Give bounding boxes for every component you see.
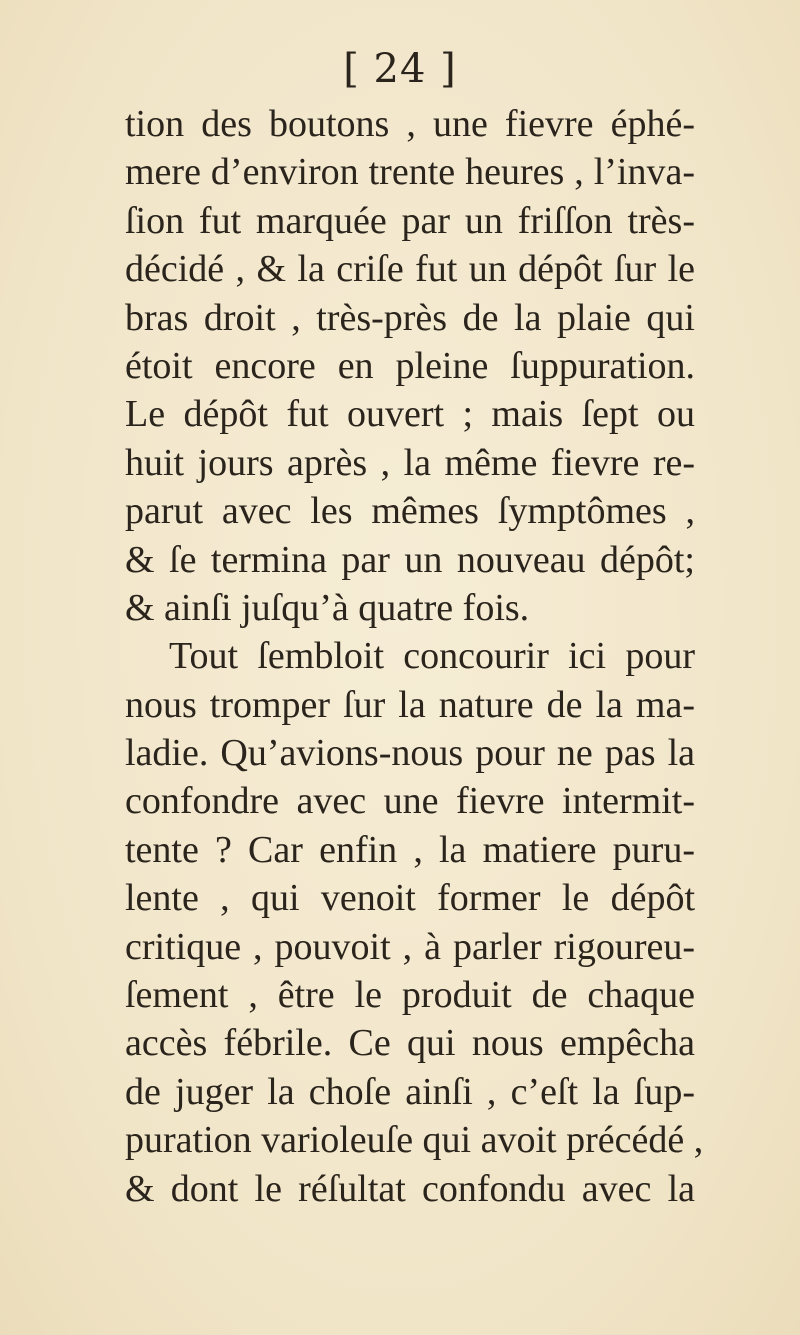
text-line: ſion fut marquée par un friſſon très-	[125, 199, 695, 242]
text-line: ladie. Qu’avions-nous pour ne pas la	[125, 732, 695, 775]
text-line: Le dépôt fut ouvert ; mais ſept ou	[125, 393, 695, 436]
text-line: critique , pouvoit , à parler rigoureu-	[125, 925, 695, 968]
text-line: & ſe termina par un nouveau dépôt;	[125, 538, 695, 581]
text-line: décidé , & la criſe fut un dépôt ſur le	[125, 248, 695, 291]
text-line: puration varioleuſe qui avoit précédé ,	[125, 1119, 704, 1162]
text-line: ſement , être le produit de chaque	[125, 974, 695, 1017]
text-line: tion des boutons , une fievre éphé-	[125, 103, 695, 145]
text-line: Tout ſembloit concourir ici pour	[169, 635, 695, 678]
text-line: & ainſi juſqu’à quatre fois.	[125, 586, 530, 629]
text-line: de juger la choſe ainſi , c’eſt la ſup-	[125, 1070, 695, 1113]
text-line: confondre avec une fievre intermit-	[125, 780, 695, 823]
text-line: étoit encore en pleine ſuppuration.	[125, 344, 695, 387]
paragraph-1	[125, 100, 695, 632]
text-line: huit jours après , la même fievre re-	[125, 441, 695, 484]
paragraph-2	[125, 632, 704, 1213]
text-line: tente ? Car enfin , la matiere puru-	[125, 828, 695, 871]
text-line: lente , qui venoit former le dépôt	[125, 877, 695, 920]
text-line: bras droit , très-près de la plaie qui	[125, 296, 695, 339]
page-number: [ 24 ]	[343, 46, 457, 92]
text-line: & dont le réſultat confondu avec la	[125, 1167, 695, 1210]
text-line: mere d’environ trente heures , l’inva-	[125, 151, 695, 194]
text-line: accès fébrile. Ce qui nous empêcha	[125, 1022, 695, 1065]
text-line: parut avec les mêmes ſymptômes ,	[125, 490, 695, 533]
body-text	[125, 100, 704, 1213]
text-line: nous tromper ſur la nature de la ma-	[125, 683, 695, 726]
